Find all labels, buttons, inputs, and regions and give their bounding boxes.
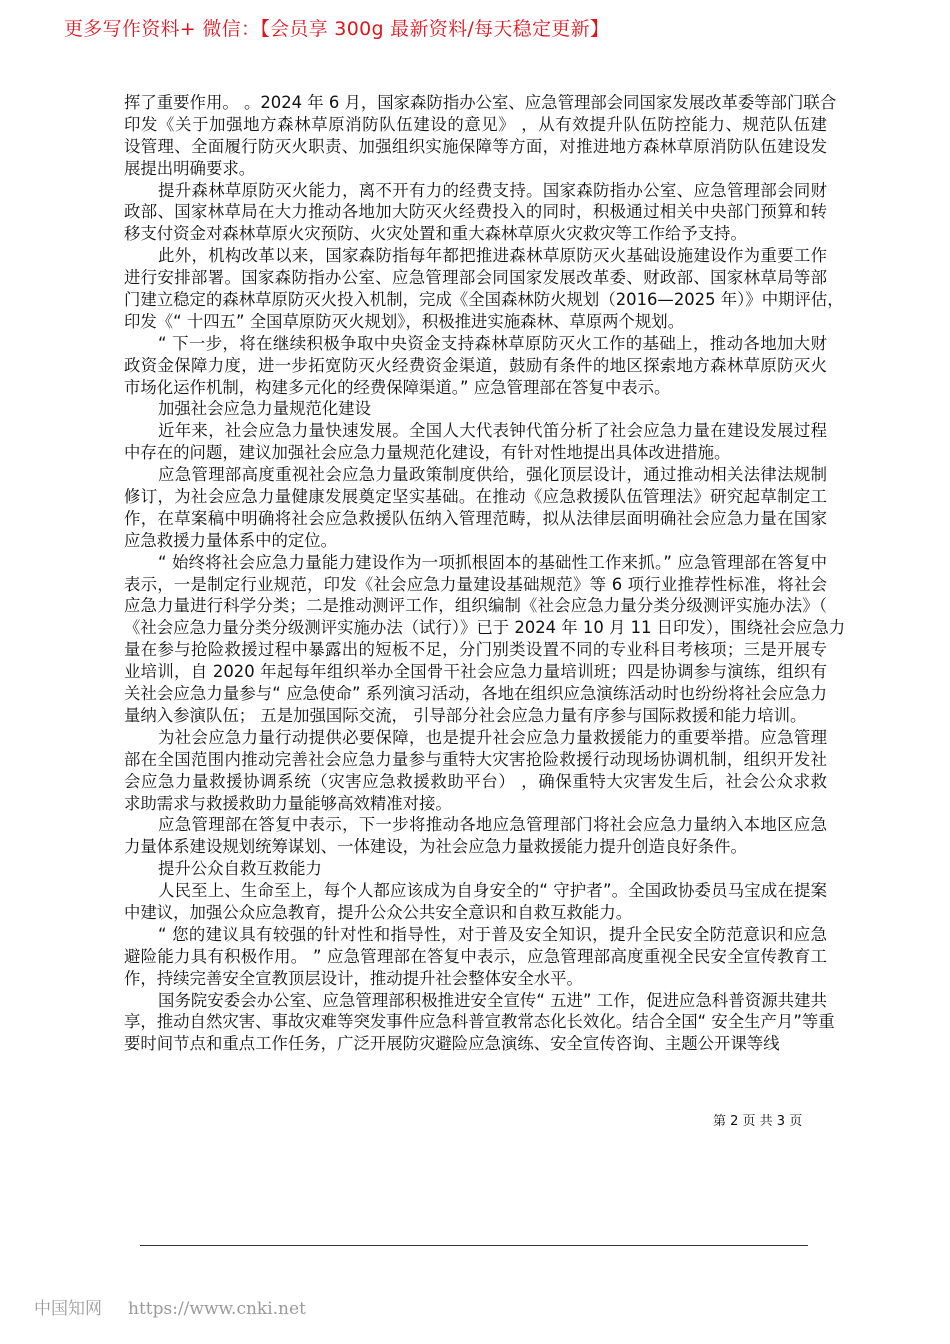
text-line: 避险能力具有积极作用。 ” 应急管理部在答复中表示，应急管理部高度重视全民安全宣传教育工 — [124, 946, 827, 966]
text-line: “ 您的建议具有较强的针对性和指导性，对于普及安全知识，提升全民安全防范意识和应急 — [158, 924, 827, 944]
text-line: 为社会应急力量行动提供必要保障，也是提升社会应急力量救援能力的重要举措。应急管理 — [158, 727, 827, 747]
text-line: 修订，为社会应急力量健康发展奠定坚实基础。在推动《应急救援队伍管理法》研究起草制定工 — [124, 487, 827, 507]
paragraph — [124, 420, 827, 464]
paragraph — [124, 245, 844, 333]
text-line: 量在参与抢险救援过程中暴露出的短板不足，分门别类设置不同的专业科目考核项；三是开展专 — [124, 640, 827, 660]
text-line: 中存在的问题，建议加强社会应急力量规范化建设，有针对性地提出具体改进措施。 — [124, 443, 731, 463]
paragraph — [124, 924, 827, 990]
text-line: 提升森林草原防灭火能力，离不开有力的经费支持。国家森防指办公室、应急管理部会同财 — [158, 180, 827, 200]
watermark-url: https://www.cnki.net — [128, 1299, 306, 1319]
text-line: 应急救援力量体系中的定位。 — [124, 530, 338, 550]
text-line: 会应急力量救援协调系统（灾害应急救援救助平台） ，确保重特大灾害发生后，社会公众求救 — [124, 771, 827, 791]
text-line: 中建议，加强公众应急教育，提升公众公共安全意识和自救互救能力。 — [124, 902, 633, 922]
text-line: 应急力量进行科学分类；二是推动测评工作，组织编制《社会应急力量分类分级测评实施办法》（ — [124, 596, 827, 616]
text-line: 进行安排部署。国家森防指办公室、应急管理部会同国家发展改革委、财政部、国家林草局等部 — [124, 268, 827, 288]
text-line: 作，在草案稿中明确将社会应急救援队伍纳入管理范畴，拟从法律层面明确社会应急力量在国家 — [124, 508, 827, 528]
text-line: 加强社会应急力量规范化建设 — [158, 399, 372, 419]
page-number: 第 2 页 共 3 页 — [713, 1114, 803, 1129]
text-line: 量纳入参演队伍； 五是加强国际交流， 引导部分社会应急力量有序参与国际救援和能力培训。 — [124, 705, 807, 725]
text-line: 提升公众自救互救能力 — [158, 859, 322, 879]
text-line: 应急管理部高度重视社会应急力量政策制度供给，强化顶层设计，通过推动相关法律法规制 — [158, 465, 827, 485]
text-line: “ 下一步，将在继续积极争取中央资金支持森林草原防灭火工作的基础上，推动各地加大财 — [158, 333, 827, 353]
text-line: 市场化运作机制，构建多元化的经费保障渠道。” 应急管理部在答复中表示。 — [124, 377, 671, 397]
paragraph — [124, 814, 827, 858]
text-line: 求助需求与救援救助力量能够高效精准对接。 — [124, 793, 452, 813]
text-line: 国务院安委会办公室、应急管理部积极推进安全宣传“ 五进” 工作，促进应急科普资源共建共 — [158, 990, 827, 1010]
paragraph — [124, 464, 827, 552]
text-line: 设管理、全面履行防灭火职责、加强组织实施保障等方面，对推进地方森林草原消防队伍建设发 — [124, 136, 827, 156]
paragraph — [124, 880, 827, 924]
text-line: 近年来，社会应急力量快速发展。全国人大代表钟代笛分析了社会应急力量在建设发展过程 — [158, 421, 827, 441]
watermark-site: 中国知网 — [34, 1299, 102, 1319]
footer-divider — [140, 1245, 808, 1246]
text-line: 作，持续完善安全宣教顶层设计，推动提升社会整体安全水平。 — [124, 968, 583, 988]
text-line: 关社会应急力量参与“ 应急使命” 系列演习活动，各地在组织应急演练活动时也纷纷将社会应急力 — [124, 684, 827, 704]
text-line: 展提出明确要求。 — [124, 158, 256, 178]
paragraph — [124, 92, 837, 180]
text-line: 应急管理部在答复中表示，下一步将推动各地应急管理部门将社会应急力量纳入本地区应急 — [158, 815, 827, 835]
text-line: 挥了重要作用。 。2024 年 6 月，国家森防指办公室、应急管理部会同国家发展改革委等部门联合 — [124, 93, 837, 112]
paragraph — [124, 398, 827, 420]
document-body — [124, 92, 846, 1055]
cnki-watermark — [34, 1294, 332, 1319]
text-line: 人民至上、生命至上，每个人都应该成为自身安全的“ 守护者”。全国政协委员马宝成在提案 — [158, 881, 827, 901]
text-line: 印发《“ 十四五” 全国草原防灭火规划》，积极推进实施森林、草原两个规划。 — [124, 311, 685, 331]
text-line: 《社会应急力量分类分级测评实施办法（试行）》已于 2024 年 10 月 11 日印发），围绕社会应急力 — [124, 618, 846, 638]
text-line: 业培训，自 2020 年起每年组织举办全国骨干社会应急力量培训班；四是协调参与演练，组织有 — [124, 662, 827, 682]
paragraph — [124, 552, 846, 727]
text-line: 此外，机构改革以来，国家森防指每年都把推进森林草原防灭火基础设施建设作为重要工作 — [158, 246, 827, 266]
text-line: 门建立稳定的森林草原防灭火投入机制，完成《全国森林防火规划（2016—2025 年）》中期评估， — [124, 290, 844, 310]
text-line: 享，推动自然灾害、事故灾难等突发事件应急科普宣教常态化长效化。结合全国“ 安全生产月”等重 — [124, 1012, 835, 1032]
paragraph — [124, 727, 827, 815]
text-line: “ 始终将社会应急力量能力建设作为一项抓根固本的基础性工作来抓。” 应急管理部在答复中 — [158, 552, 827, 572]
text-line: 政资金保障力度，进一步拓宽防灭火经费资金渠道，鼓励有条件的地区探索地方森林草原防灭火 — [124, 355, 827, 375]
text-line: 力量体系建设规划统筹谋划、一体建设，为社会应急力量救援能力提升创造良好条件。 — [124, 837, 747, 857]
text-line: 表示，一是制定行业规范，印发《社会应急力量建设基础规范》等 6 项行业推荐性标准，将社会 — [124, 574, 827, 594]
paragraph — [124, 333, 827, 399]
promo-banner: 更多写作资料+ 微信：【会员享 300g 最新资料/每天稳定更新】 — [64, 18, 610, 40]
text-line: 印发《关于加强地方森林草原消防队伍建设的意见》 ，从有效提升队伍防控能力、规范队伍建 — [124, 114, 827, 134]
text-line: 要时间节点和重点工作任务，广泛开展防灾避险应急演练、安全宣传咨询、主题公开课等线 — [124, 1034, 780, 1054]
text-line: 部在全国范围内推动完善社会应急力量参与重特大灾害抢险救援行动现场协调机制，组织开发社 — [124, 749, 827, 769]
text-line: 政部、国家林草局在大力推动各地加大防灭火经费投入的同时，积极通过相关中央部门预算和转 — [124, 202, 827, 222]
paragraph — [124, 180, 827, 246]
paragraph — [124, 990, 835, 1056]
paragraph — [124, 858, 827, 880]
text-line: 移支付资金对森林草原火灾预防、火灾处置和重大森林草原火灾救灾等工作给予支持。 — [124, 224, 747, 244]
